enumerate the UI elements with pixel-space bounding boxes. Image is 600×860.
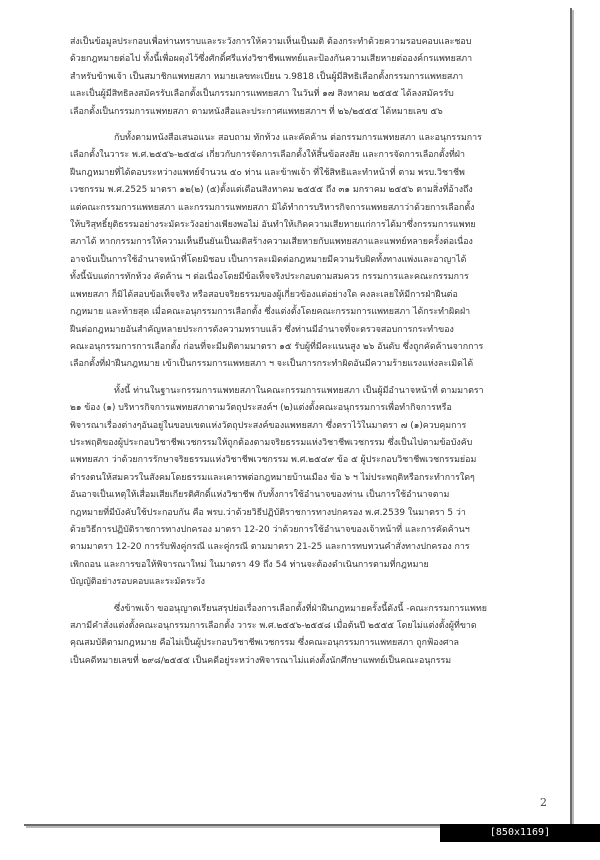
text-line: ซึ่งข้าพเจ้า ขออนุญาตเรียนสรุปย่อเรื่องการเลือกตั้งที่ฝ่าฝืนกฎหมายครั้งนี้ดังนี้ -คณะกรรมการแพทย — [114, 603, 487, 614]
text-line: เลือกตั้งเป็นกรรมการแพทยสภา ตามหนังสือและประกาศแพทยสภาฯ ที่ ๒๖/๒๕๕๕ ได้หมายเลข ๕๖ — [70, 106, 443, 117]
text-line: ให้บริสุทธิ์ยุติธรรมอย่างระมัดระวังอย่างเพียงพอไม่ อันทำให้เกิดความเสียหายแก่การได้มาซึ่งกรรมการแพทย — [70, 220, 476, 231]
text-line: แพทยสภา ก็มิได้สอบข้อเท็จจริง หรือสอบจริยธรรมของผู้เกี่ยวข้องแต่อย่างใด คงละเลยให้มีการฝ่าฝืนต่อ — [70, 289, 458, 300]
text-line: ด้วยวิธีการปฏิบัติราชการทางปกครอง มาตรา 12-20 ว่าด้วยการใช้อำนาจของเจ้าหน้าที่ และการคัดค้านฯ — [70, 524, 470, 535]
paragraph — [70, 130, 548, 374]
image-host-watermark: [850x1169] https://upic.me/ — [440, 824, 600, 842]
text-line: ส่งเป็นข้อมูลประกอบเพื่อท่านทราบและระวังการให้ความเห็นเป็นมติ ต้องกระทำด้วยความรอบคอบและชอบ — [70, 37, 472, 47]
text-line: อันอาจเป็นเหตุให้เสื่อมเสียเกียรติศักดิ์แห่งวิชาชีพ กับทั้งการใช้อำนาจของท่าน เป็นการใช้อำนาจตาม — [70, 490, 450, 501]
document-body — [70, 34, 548, 679]
text-line: เลือกตั้งในวาระ พ.ศ.๒๕๕๖-๒๕๕๘ เกี่ยวกับการจัดการเลือกตั้งให้สิ้นข้อสงสัย และการจัดการเลือกตั้งที่ฝ่า — [70, 150, 465, 161]
text-line: ทั้งนี้ ท่านในฐานะกรรมการแพทยสภาในคณะกรรมการแพทยสภา เป็นผู้มีอำนาจหน้าที่ ตามมาตรา — [114, 385, 484, 396]
text-line: สภาได้ หากกรรมการให้ความเห็นยืนยันเป็นมติสร้างความเสียหายกับแพทยสภาและแพทย์หลายครั้งต่อเนื่อง — [70, 237, 473, 248]
text-line: แต่คณะกรรมการแพทยสภา และกรรมการแพทยสภา มิได้ทำการบริหารกิจการแพทยสภาว่าด้วยการเลือกตั้ง — [70, 202, 475, 213]
text-line: ด้วยกฎหมายต่อไป ทั้งนี้เพื่อผดุงไว้ซึ่งศักดิ์ศรีแห่งวิชาชีพแพทย์และป้องกันความเสียหายต่อองค์กรแพทยสภา — [70, 54, 473, 65]
text-line: เป็นคดีหมายเลขที่ ๒๙๘/๒๕๕๕ เป็นคดีอยู่ระหว่างพิจารณาไม่แต่งตั้งนักศึกษาแพทย์เป็นคณะอนุกรรม — [70, 655, 452, 666]
paragraph — [70, 34, 548, 121]
text-line: สำหรับข้าพเจ้า เป็นสมาชิกแพทยสภา หมายเลขทะเบียน ว.9818 เป็นผู้มีสิทธิเลือกตั้งกรรมการแพทยสภา — [70, 71, 464, 82]
text-line: เวชกรรม พ.ศ.2525 มาตรา ๑๒(๒) (๕)ตั้งแต่เดือนสิงหาคม ๒๕๕๕ ถึง ๓๑ มกราคม ๒๕๕๖ ตามสิ่งที่อ้างถึง — [70, 185, 473, 196]
text-line: ดำรงตนให้สมควรในสังคมโดยธรรมและเคารพต่อกฎหมายบ้านเมือง ข้อ ๖ ฯ ไม่ประพฤติหรือกระทำการใดๆ — [70, 472, 475, 483]
text-line: คุณสมบัติตามกฎหมาย คือไม่เป็นผู้ประกอบวิชาชีพเวชกรรม ซึ่งคณะอนุกรรมการแพทยสภา ถูกฟ้องศาล — [70, 638, 459, 649]
text-line: สภามีคำสั่งแต่งตั้งคณะอนุกรรมการเลือกตั้ง วาระ พ.ศ.๒๕๕๖-๒๕๕๘ เมื่อต้นปี ๒๕๕๕ โดยไม่แต่งตั้งผู้ที่ขาด — [70, 621, 477, 631]
text-line: ฝืนกฎหมายที่ได้ตอบระหว่างแพทย์จำนวน ๕๐ ท่าน และข้าพเจ้า ที่ใช้สิทธิและทำหน้าที่ ตาม พรบ.วิชาชีพ — [70, 167, 465, 178]
text-line: ตามมาตรา 12-20 การรับฟังคู่กรณี และคู่กรณี ตามมาตรา 21-25 และการทบทวนคำสั่งทางปกครอง การ — [70, 542, 470, 553]
text-line: อาจนับเป็นการใช้อำนาจหน้าที่โดยมิชอบ เป็นการละเมิดต่อกฎหมายมีความรับผิดทั้งทางแพ่งและอาญาได้ — [70, 254, 467, 265]
text-line: ทั้งนี้นับแต่การทักท้วง คัดค้าน ฯ ต่อเนื่องโดยมีข้อเท็จจริงประกอบตามสมควร กรรมการและคณะกรรมการ — [70, 272, 469, 283]
text-line: กับทั้งตามหนังสือเสนอแนะ สอบถาม ทักท้วง และคัดค้าน ต่อกรรมการแพทยสภา และอนุกรรมการ — [114, 133, 482, 144]
text-line: บัญญัติอย่างรอบคอบและระมัดระวัง — [70, 577, 205, 588]
text-line: และเป็นผู้มีสิทธิลงสมัครรับเลือกตั้งเป็นกรรมการแพทยสภา ในวันที่ ๑๗ สิงหาคม ๒๕๕๕ ได้ลงสมัครรับ — [70, 89, 454, 100]
paragraph — [70, 383, 548, 592]
text-line: แพทยสภา ว่าด้วยการรักษาจริยธรรมแห่งวิชาชีพเวชกรรม พ.ศ.๒๕๔๙ ข้อ ๕ ผู้ประกอบวิชาชีพเวชกรรมย่อม — [70, 455, 477, 466]
document-page — [24, 8, 572, 826]
text-line: พิจารณาเรื่องต่างๆอันอยู่ในขอบเขตแห่งวัตถุประสงค์ของแพทยสภา ซึ่งตราไว้ในมาตรา ๗ (๑)ควบคุมการ — [70, 420, 467, 431]
page-number: 2 — [540, 796, 547, 809]
text-line: ๒๑ ข้อง (๑) บริหารกิจการแพทยสภาตามวัตถุประสงค์ฯ (๒)แต่งตั้งคณะอนุกรรมการเพื่อทำกิจการหรือ — [70, 403, 452, 414]
text-line: ประพฤติของผู้ประกอบวิชาชีพเวชกรรมให้ถูกต้องตามจริยธรรมแห่งวิชาชีพเวชกรรม ซึ่งเป็นไปตามข้อบังคับ — [70, 437, 473, 448]
text-line: กฎหมาย และท้ายสุด เมื่อคณะอนุกรรมการเลือกตั้ง ซึ่งแต่งตั้งโดยคณะกรรมการแพทยสภา ได้กระทำผิดฝ่า — [70, 307, 471, 318]
text-line: เพิกถอน และการขอให้พิจารณาใหม่ ในมาตรา 49 ถึง 54 ท่านจะต้องดำเนินการตามที่กฎหมาย — [70, 559, 429, 570]
text-line: คณะอนุกรรมการการเลือกตั้ง ก่อนที่จะมีมติตามมาตรา ๑๕ รับผู้ที่มีคะแนนสูง ๒๖ อันดับ ซึ่งถูกคัดค้านจากการ — [70, 341, 484, 352]
text-line: ฝืนต่อกฎหมายอันสำคัญหลายประการดังความทราบแล้ว ซึ่งท่านมีอำนาจที่จะตรวจสอบการกระทำของ — [70, 324, 454, 335]
paragraph — [70, 601, 548, 671]
text-line: กฎหมายที่มีบังคับใช้ประกอบกัน คือ พรบ.ว่าด้วยวิธีปฏิบัติราชการทางปกครอง พ.ศ.2539 ในมาตรา 5 ว่า — [70, 507, 466, 518]
text-line: เลือกตั้งที่ฝ่าฝืนกฎหมาย เข้าเป็นกรรมการแพทยสภา ฯ จะเป็นการกระทำผิดอันมีความร้ายแรงแห่งละเมิดได้ — [70, 359, 474, 370]
